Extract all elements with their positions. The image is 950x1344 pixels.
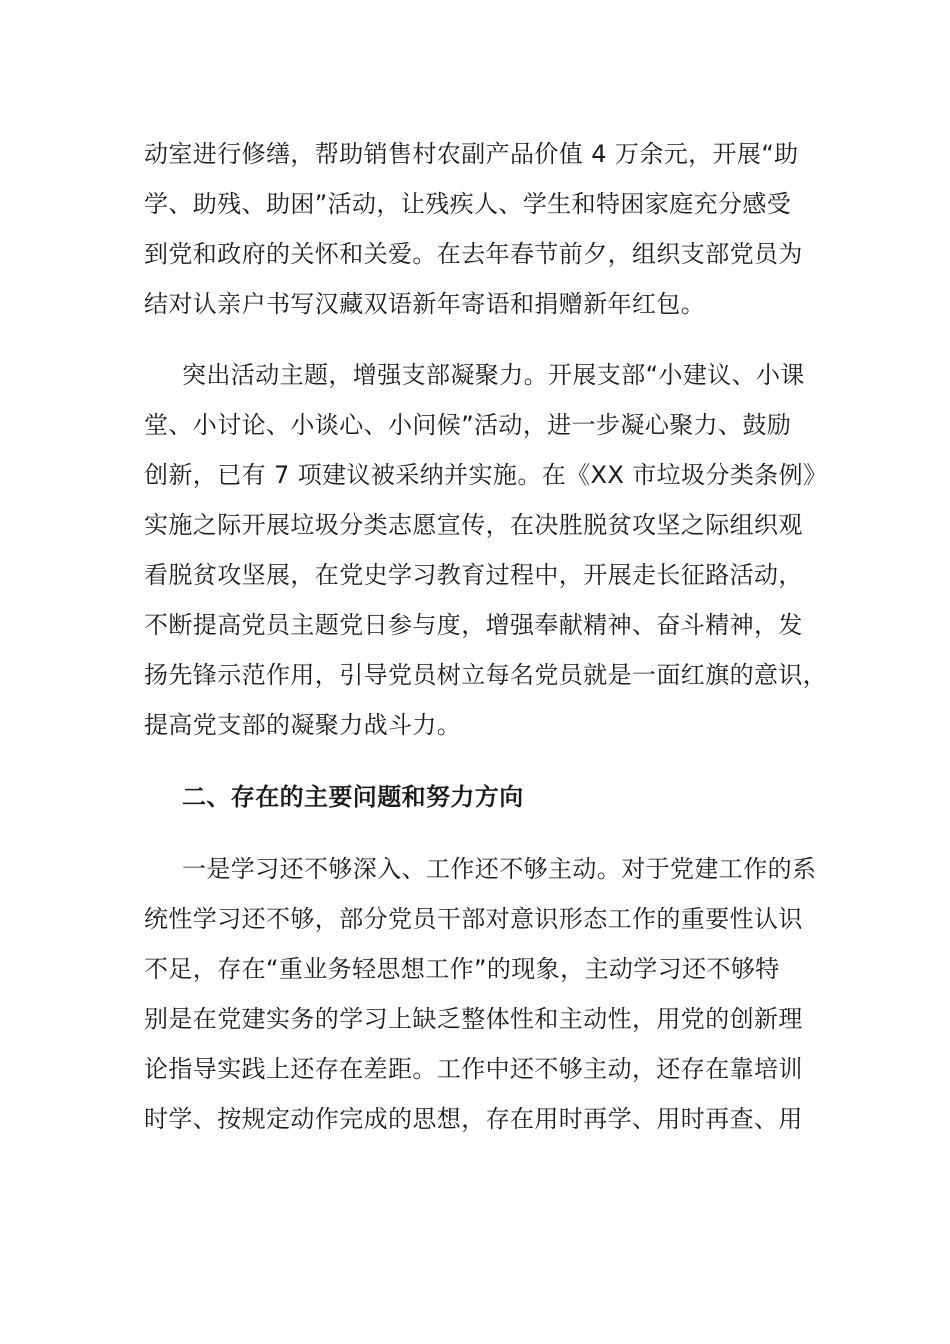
text-line: 学、助残、助困”活动，让残疾人、学生和特困家庭充分感受 xyxy=(144,190,792,218)
text-line: 创新，已有 7 项建议被采纳并实施。在《XX 市垃圾分类条例》 xyxy=(144,461,828,489)
text-line: 不足，存在“重业务轻思想工作”的现象，主动学习还不够特 xyxy=(144,955,780,983)
text-line: 统性学习还不够，部分党员干部对意识形态工作的重要性认识 xyxy=(144,905,803,933)
section-heading: 二、存在的主要问题和努力方向 xyxy=(182,783,524,811)
paragraph-spacer xyxy=(144,329,808,350)
text-line: 扬先锋示范作用，引导党员树立每名党员就是一面红旗的意识， xyxy=(144,661,828,689)
text-line: 看脱贫攻坚展，在党史学习教育过程中，开展走长征路活动， xyxy=(144,561,803,589)
text-line: 一是学习还不够深入、工作还不够主动。对于党建工作的系 xyxy=(182,855,817,883)
text-line: 突出活动主题，增强支部凝聚力。开展支部“小建议、小课 xyxy=(182,361,805,389)
text-line: 动室进行修缮，帮助销售村农副产品价值 4 万余元，开展“助 xyxy=(144,140,799,168)
text-line: 不断提高党员主题党日参与度，增强奉献精神、奋斗精神，发 xyxy=(144,611,803,639)
paragraph-branch-cohesion xyxy=(144,350,828,750)
text-line: 论指导实践上还存在差距。工作中还不够主动，还存在靠培训 xyxy=(144,1055,803,1083)
paragraph-spacer xyxy=(144,822,808,844)
text-line: 时学、按规定动作完成的思想，存在用时再学、用时再查、用 xyxy=(144,1105,803,1133)
document-body xyxy=(144,129,828,1144)
paragraph-volunteer-activities xyxy=(144,129,808,329)
text-line: 别是在党建实务的学习上缺乏整体性和主动性，用党的创新理 xyxy=(144,1005,803,1033)
text-line: 到党和政府的关怀和关爱。在去年春节前夕，组织支部党员为 xyxy=(144,240,803,268)
paragraph-spacer xyxy=(144,750,808,772)
text-line: 堂、小讨论、小谈心、小问候”活动，进一步凝心聚力、鼓励 xyxy=(144,411,792,439)
paragraph-problems xyxy=(144,844,817,1144)
text-line: 提高党支部的凝聚力战斗力。 xyxy=(144,711,462,739)
text-line: 结对认亲户书写汉藏双语新年寄语和捐赠新年红包。 xyxy=(144,290,706,318)
text-line: 实施之际开展垃圾分类志愿宣传，在决胜脱贫攻坚之际组织观 xyxy=(144,511,803,539)
